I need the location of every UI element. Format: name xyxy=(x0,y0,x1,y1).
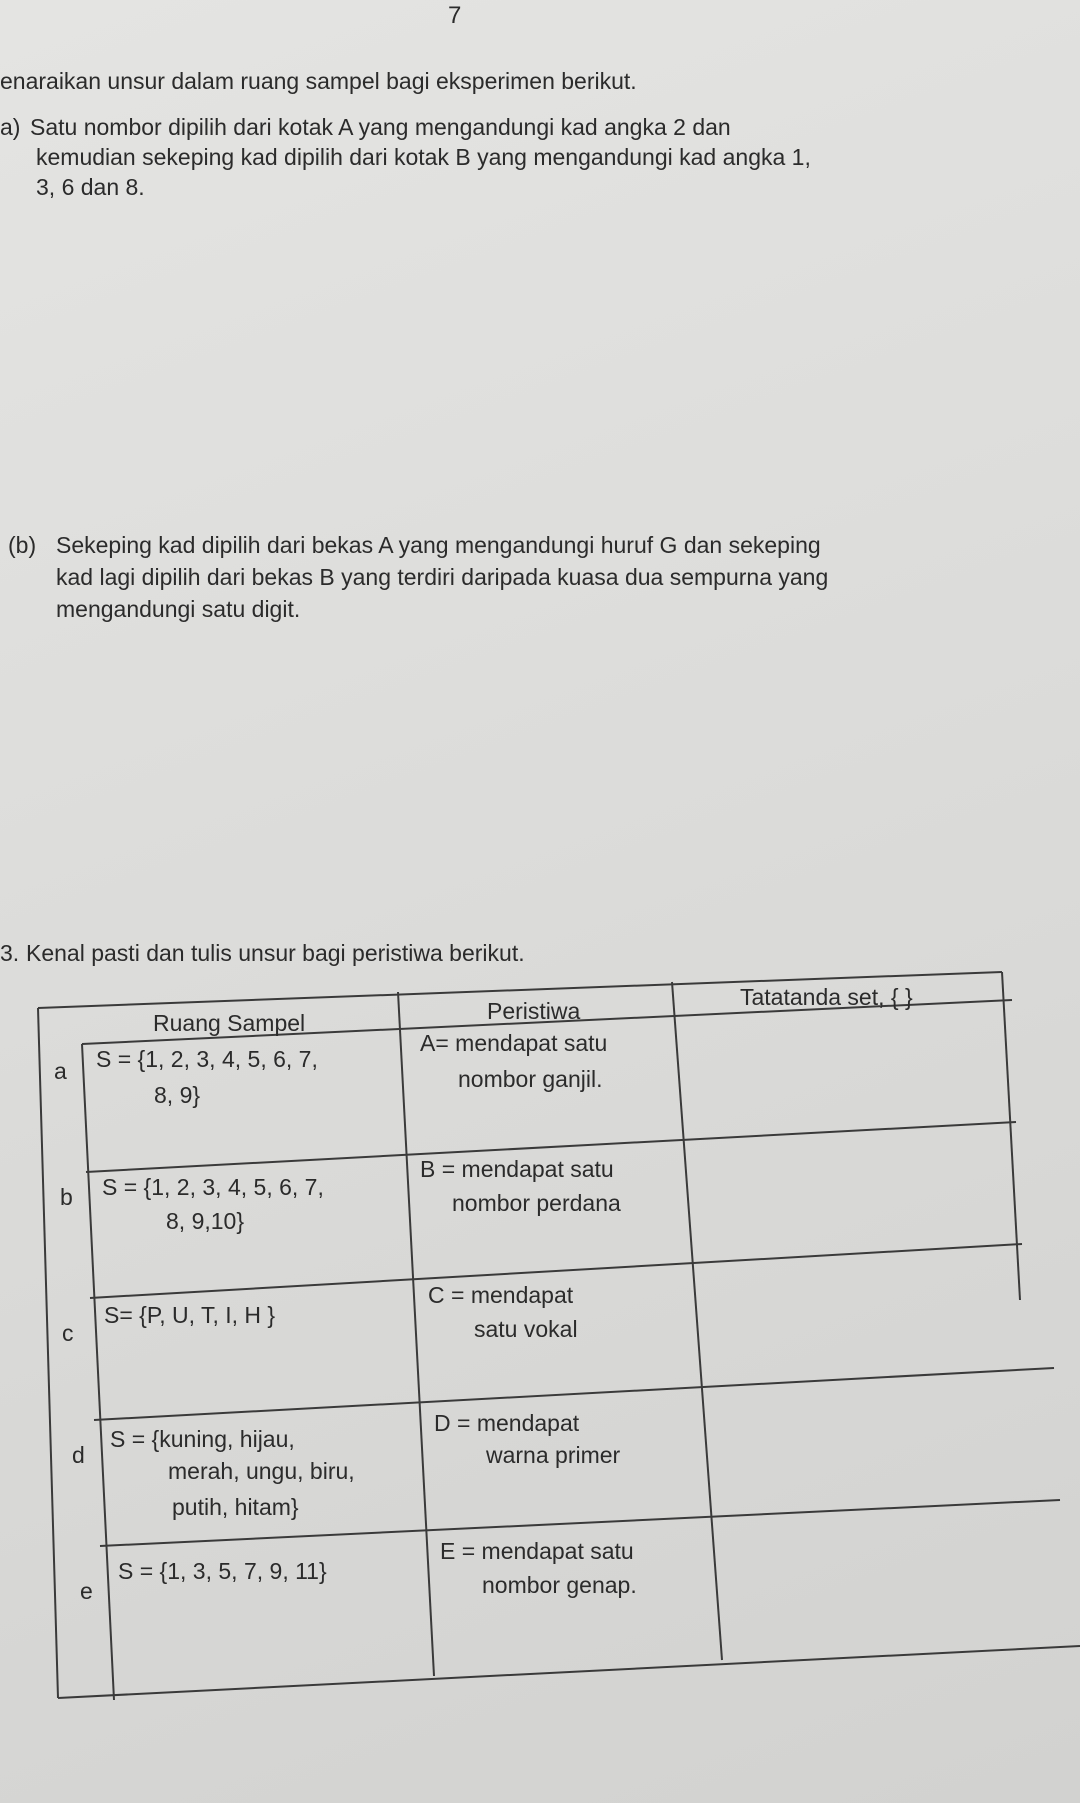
part-b-label: (b) xyxy=(8,532,37,558)
page-number: 7 xyxy=(448,2,462,29)
row-b-label: b xyxy=(60,1184,73,1210)
row-d-sample-line-3: putih, hitam} xyxy=(172,1494,299,1520)
sample-column-divider xyxy=(398,992,434,1676)
row-c-event-line-1: C = mendapat xyxy=(428,1282,574,1308)
table-right-border xyxy=(1002,972,1020,1300)
part-b-line-2: kad lagi dipilih dari bekas B yang terdiri daripada kuasa dua sempurna yang xyxy=(56,564,829,590)
row-d-event-line-1: D = mendapat xyxy=(434,1410,580,1436)
row-d-event-line-2: warna primer xyxy=(486,1442,621,1468)
question-3-number: 3. xyxy=(0,940,20,966)
row-b-sample-line-2: 8, 9,10} xyxy=(166,1208,245,1234)
row-e-event-line-1: E = mendapat satu xyxy=(440,1538,634,1564)
row-e-event-line-2: nombor genap. xyxy=(482,1572,637,1598)
row-a-event-line-2: nombor ganjil. xyxy=(458,1066,603,1092)
row-d-sample-line-2: merah, ungu, biru, xyxy=(168,1458,355,1484)
part-a-line-1: Satu nombor dipilih dari kotak A yang mengandungi kad angka 2 dan xyxy=(30,114,731,140)
part-a-line-2: kemudian sekeping kad dipilih dari kotak B yang mengandungi kad angka 1, xyxy=(36,144,811,170)
part-a-line-3: 3, 6 dan 8. xyxy=(36,174,145,200)
part-a-label: a) xyxy=(0,114,21,140)
row-b-event-line-1: B = mendapat satu xyxy=(420,1156,614,1182)
event-column-divider xyxy=(672,982,722,1660)
row-a-sample-line-1: S = {1, 2, 3, 4, 5, 6, 7, xyxy=(96,1046,318,1072)
row-b-sample-line-1: S = {1, 2, 3, 4, 5, 6, 7, xyxy=(102,1174,324,1200)
row-d-label: d xyxy=(72,1442,85,1468)
row-e-sample-line-1: S = {1, 3, 5, 7, 9, 11} xyxy=(118,1558,327,1584)
header-set-notation: Tatatanda set, { } xyxy=(740,984,913,1010)
row-a-label: a xyxy=(54,1058,67,1084)
row-c-event-line-2: satu vokal xyxy=(474,1316,578,1342)
table-left-border xyxy=(38,1008,58,1698)
row-c-label: c xyxy=(62,1320,74,1346)
question-3-text: Kenal pasti dan tulis unsur bagi peristiwa berikut. xyxy=(26,940,525,966)
part-b-line-3: mengandungi satu digit. xyxy=(56,596,301,622)
row-b-event-line-2: nombor perdana xyxy=(452,1190,621,1216)
row-d-sample-line-1: S = {kuning, hijau, xyxy=(110,1426,295,1452)
row-c-sample-line-1: S= {P, U, T, I, H } xyxy=(104,1302,276,1328)
header-sample-space: Ruang Sampel xyxy=(153,1010,306,1036)
row-a-event-line-1: A= mendapat satu xyxy=(420,1030,608,1056)
part-b-line-1: Sekeping kad dipilih dari bekas A yang mengandungi huruf G dan sekeping xyxy=(56,532,821,558)
header-event: Peristiwa xyxy=(487,998,581,1024)
instruction-text: enaraikan unsur dalam ruang sampel bagi eksperimen berikut. xyxy=(0,68,637,94)
row-a-sample-line-2: 8, 9} xyxy=(154,1082,201,1108)
row-e-label: e xyxy=(80,1578,93,1604)
table-bottom-border xyxy=(58,1646,1080,1698)
